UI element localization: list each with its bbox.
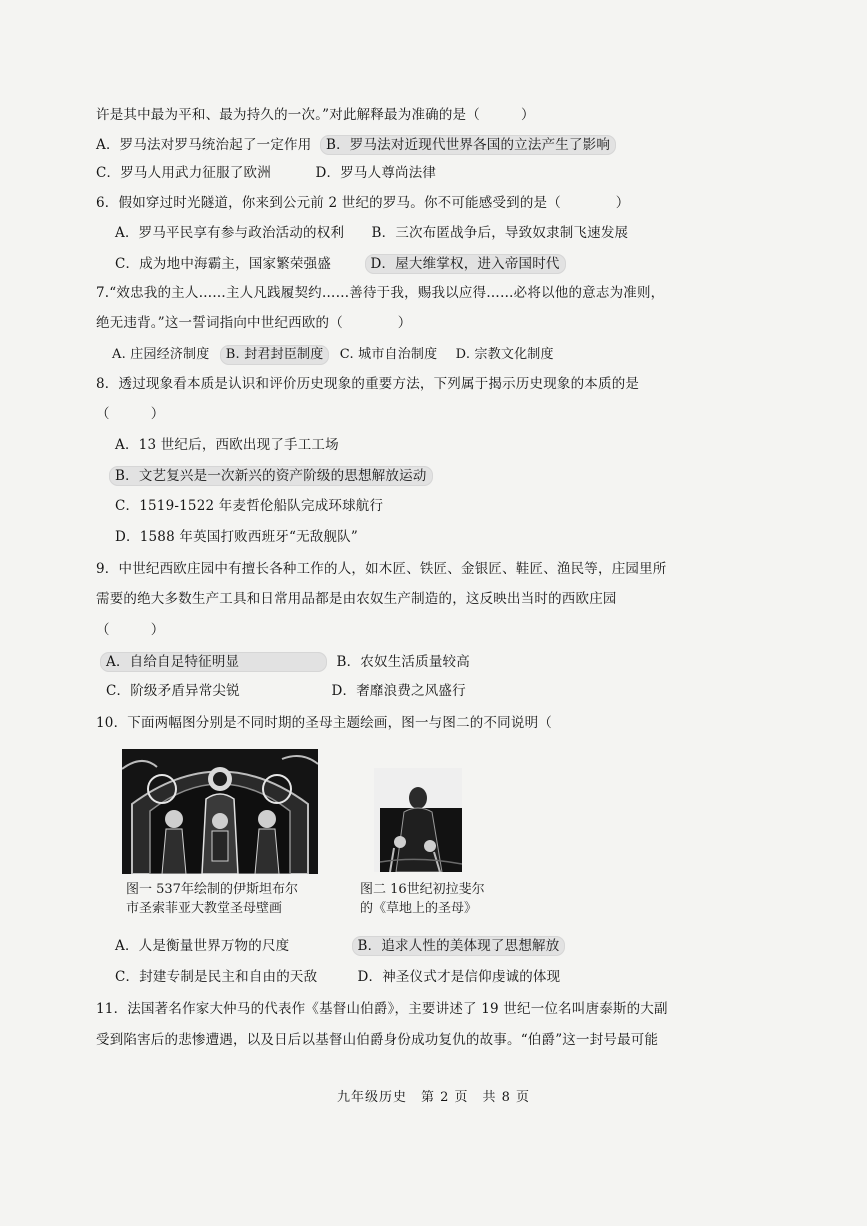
q9-options-row1: [100, 652, 470, 672]
q8-option-d[interactable]: D．1588 年英国打败西班牙“无敌舰队”: [115, 529, 358, 545]
figure-1-caption-line1: 图一 537年绘制的伊斯坦布尔: [126, 882, 298, 897]
q5-options-row2: [96, 164, 436, 182]
q7-option-c[interactable]: C. 城市自治制度: [339, 347, 438, 362]
q9-option-b[interactable]: B．农奴生活质量较高: [336, 654, 470, 670]
q5-option-d[interactable]: D．罗马人尊尚法律: [315, 165, 437, 181]
q9-option-d[interactable]: D．奢靡浪费之风盛行: [331, 683, 466, 699]
q8-stem-line2: （ ）: [96, 406, 165, 422]
q8-stem-line1: 8．透过现象看本质是认识和评价历史现象的重要方法，下列属于揭示历史现象的本质的是: [96, 376, 640, 392]
q5-option-a[interactable]: A．罗马法对罗马统治起了一定作用: [96, 137, 312, 153]
q7-option-d[interactable]: D. 宗教文化制度: [455, 347, 554, 362]
q10-options-row2: [115, 968, 560, 986]
q6-options-row1: [115, 224, 628, 242]
q6-stem: 6．假如穿过时光隧道，你来到公元前 2 世纪的罗马。你不可能感受到的是（ ）: [96, 195, 630, 211]
q7-option-b-selected[interactable]: B. 封君封臣制度: [220, 345, 330, 365]
q10-stem: 10．下面两幅图分别是不同时期的圣母主题绘画，图一与图二的不同说明（: [96, 715, 552, 731]
q6-options-row2: [115, 254, 566, 274]
q11-stem-line1: 11．法国著名作家大仲马的代表作《基督山伯爵》，主要讲述了 19 世纪一位名叫唐泰斯的大副: [96, 1001, 668, 1017]
q10-option-c[interactable]: C．封建专制是民主和自由的天敌: [115, 969, 318, 985]
q7-stem-line2: 绝无违背。”这一誓词指向中世纪西欧的（ ）: [96, 315, 412, 331]
q7-option-a[interactable]: A. 庄园经济制度: [112, 347, 210, 362]
q10-options-row1: [115, 936, 565, 956]
mosaic-illustration: [122, 749, 318, 874]
q7-options: [112, 345, 554, 365]
q10-option-d[interactable]: D．神圣仪式才是信仰虔诚的体现: [357, 969, 561, 985]
q7-stem-line1: 7.“效忠我的主人……主人凡践履契约……善待于我，赐我以应得……必将以他的意志为准则，: [96, 285, 665, 301]
q5-option-c[interactable]: C．罗马人用武力征服了欧洲: [96, 165, 271, 181]
q9-option-c[interactable]: C．阶级矛盾异常尖锐: [106, 683, 240, 699]
q6-option-d-selected[interactable]: D．屋大维掌权，进入帝国时代: [365, 254, 566, 274]
q5-option-b-selected[interactable]: B．罗马法对近现代世界各国的立法产生了影响: [320, 135, 616, 155]
q10-option-b-selected[interactable]: B．追求人性的美体现了思想解放: [352, 936, 566, 956]
page-footer: 九年级历史 第 2 页 共 8 页: [336, 1090, 531, 1105]
q6-option-c[interactable]: C．成为地中海霸主，国家繁荣强盛: [115, 256, 332, 272]
q9-options-row2: [106, 682, 466, 700]
q9-option-a-selected[interactable]: A．自给自足特征明显: [100, 652, 327, 672]
figure-2-caption-line1: 图二 16世纪初拉斐尔: [360, 882, 485, 897]
painting-illustration: [374, 768, 462, 872]
q8-option-c[interactable]: C．1519-1522 年麦哲伦船队完成环球航行: [115, 498, 384, 514]
q8-option-b-row: [109, 466, 433, 486]
q5-options-row1: [96, 135, 616, 155]
q9-stem-line2: 需要的绝大多数生产工具和日常用品都是由农奴生产制造的，这反映出当时的西欧庄园: [96, 591, 617, 607]
figure-2-caption-line2: 的《草地上的圣母》: [360, 901, 478, 916]
q9-stem-line1: 9．中世纪西欧庄园中有擅长各种工作的人，如木匠、铁匠、金银匠、鞋匠、渔民等，庄园里所: [96, 561, 667, 577]
q5-stem-end: 许是其中最为平和、最为持久的一次。”对此解释最为准确的是（ ）: [96, 107, 535, 123]
q6-option-a[interactable]: A．罗马平民享有参与政治活动的权利: [115, 225, 345, 241]
q6-option-b[interactable]: B．三次布匿战争后，导致奴隶制飞速发展: [371, 225, 629, 241]
figure-1-caption: [126, 880, 298, 918]
figure-2-painting-image: [374, 768, 462, 872]
q8-option-b-selected[interactable]: B．文艺复兴是一次新兴的资产阶级的思想解放运动: [109, 466, 433, 486]
q11-stem-line2: 受到陷害后的悲惨遭遇，以及日后以基督山伯爵身份成功复仇的故事。“伯爵”这一封号最可能: [96, 1032, 659, 1048]
q8-option-a[interactable]: A．13 世纪后，西欧出现了手工工场: [115, 437, 339, 453]
figure-1-mosaic-image: [122, 749, 318, 874]
q10-option-a[interactable]: A．人是衡量世界万物的尺度: [115, 938, 290, 954]
figure-1-caption-line2: 市圣索菲亚大教堂圣母壁画: [126, 901, 283, 916]
q9-stem-line3: （ ）: [96, 622, 165, 638]
figure-2-caption: [360, 880, 485, 918]
